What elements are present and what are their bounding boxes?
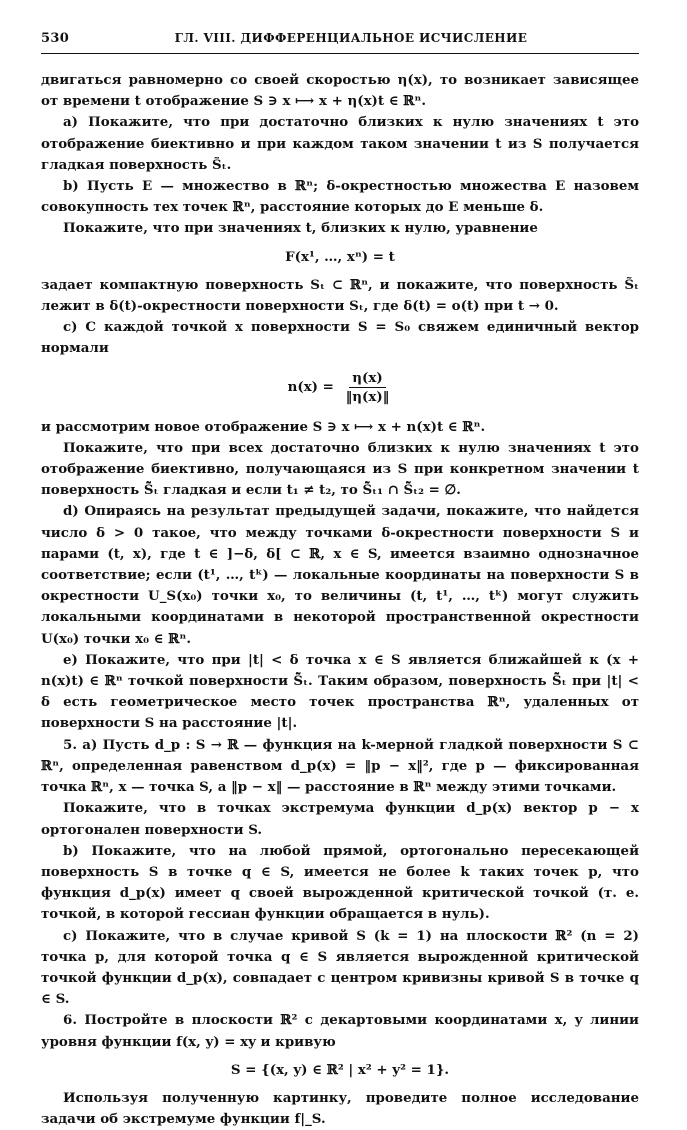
page-header [41, 31, 639, 54]
running-title: ГЛ. VIII. ДИФФЕРЕНЦИАЛЬНОЕ ИСЧИСЛЕНИЕ [174, 31, 528, 45]
paragraph: a) Покажите, что при достаточно близких к нулю значениях t это отображение биективно и при каждом таком значении t из S получается гладкая поверхность S̃ₜ. [41, 114, 639, 173]
paragraph: 5. a) Пусть d_p : S → ℝ — функция на k-мерной гладкой поверхности S ⊂ ℝⁿ, определенная равенством d_p(x) = ‖p − x‖², где p — фиксированная точка ℝⁿ, x — точка S, а ‖p − x‖ — расстояние в ℝⁿ между этими точками. [41, 736, 639, 796]
paragraph: двигаться равномерно со своей скоростью η(x), то возникает зависящее от времени t отображение S ∋ x ⟼ x + η(x)t ∈ ℝⁿ. [41, 72, 639, 110]
page-number: 530 [41, 31, 70, 46]
paragraph: e) Покажите, что при |t| < δ точка x ∈ S является ближайшей к (x + n(x)t) ∈ ℝⁿ точкой поверхности S̃̃ₜ. Таким образом, поверхность S̃̃ₜ при |t| < δ есть геометрическое место точек пространства ℝⁿ, удаленных от поверхности S на расстояние |t|. [41, 651, 639, 732]
normal-denominator: ‖η(x)‖ [345, 388, 390, 405]
normal-vector-formula [41, 369, 639, 406]
normal-fraction [343, 369, 393, 406]
normal-lhs: n(x) = [287, 378, 334, 395]
paragraph: Покажите, что при значениях t, близких к нулю, уравнение [63, 220, 538, 237]
paragraph: Используя полученную картинку, проведите полное исследование задачи об экстремуме функции f|_S. [41, 1089, 639, 1128]
paragraph: и рассмотрим новое отображение S ∋ x ⟼ x + n(x)t ∈ ℝⁿ. [41, 418, 486, 435]
paragraph: Покажите, что в точках экстремума функции d_p(x) вектор p − x ортогонален поверхности S. [41, 800, 639, 838]
paragraph: задает компактную поверхность Sₜ ⊂ ℝⁿ, и покажите, что поверхность S̃ₜ лежит в δ(t)-окрестности поверхности Sₜ, где δ(t) = o(t) при t → 0. [41, 276, 639, 315]
normal-numerator: η(x) [349, 369, 385, 388]
paragraph: c) С каждой точкой x поверхности S = S₀ свяжем единичный вектор нормали [41, 319, 639, 357]
level-equation: F(x¹, …, xⁿ) = t [285, 248, 395, 265]
paragraph: d) Опираясь на результат предыдущей задачи, покажите, что найдется число δ > 0 такое, что между точками δ-окрестности поверхности S и парами (t, x), где t ∈ ]−δ, δ[ ⊂ ℝ, x ∈ S, имеется взаимно однозначное соответствие; если (t¹, …, tᵏ) — локальные координаты на поверхности S в окрестности U_S(x₀) точки x₀, то величины (t, t¹, …, tᵏ) могут служить локальными координатами в некоторой пространственной окрестности U(x₀) точки x₀ ∈ ℝⁿ. [41, 503, 639, 647]
paragraph: c) Покажите, что в случае кривой S (k = 1) на плоскости ℝ² (n = 2) точка p, для которой точка q ∈ S является вырожденной критической точкой функции d_p(x), совпадает с центром кривизны кривой S в точке q ∈ S. [41, 927, 639, 1008]
circle-set-formula: S = {(x, y) ∈ ℝ² | x² + y² = 1}. [230, 1061, 450, 1078]
paragraph: b) Пусть E — множество в ℝⁿ; δ-окрестностью множества E назовем совокупность тех точек ℝⁿ, расстояние которых до E меньше δ. [41, 178, 639, 216]
page-body [41, 70, 639, 1130]
paragraph: b) Покажите, что на любой прямой, ортогонально пересекающей поверхность S в точке q ∈ S, имеется не более k таких точек p, что функция d_p(x) имеет q своей вырожденной критической точкой (т. е. точкой, в которой гессиан функции обращается в нуль). [41, 842, 639, 923]
paragraph: Покажите, что при всех достаточно близких к нулю значениях t это отображение биективно, получающаяся из S при конкретном значении t поверхность S̃̃ₜ гладкая и если t₁ ≠ t₂, то S̃̃ₜ₁ ∩ S̃̃ₜ₂ = ∅. [41, 439, 639, 499]
paragraph: 6. Постройте в плоскости ℝ² с декартовыми координатами x, y линии уровня функции f(x, y) = xy и кривую [41, 1012, 639, 1050]
